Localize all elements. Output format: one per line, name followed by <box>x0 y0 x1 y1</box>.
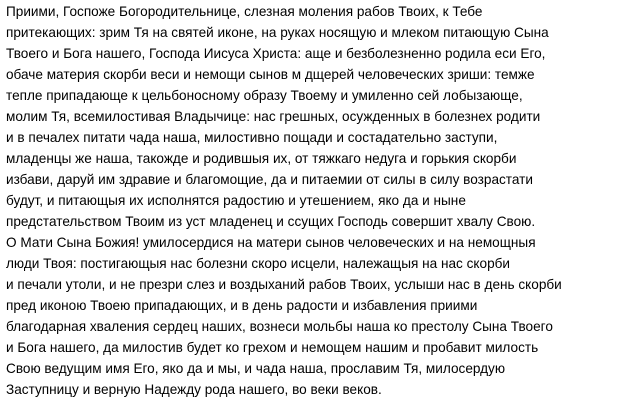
text-line: избави, даруй им здравие и благомощие, да и питаемии от силы в силу возрастати <box>6 172 533 187</box>
text-line: младенцы же наша, такожде и родившыя их, от тяжкаго недуга и горькия скорби <box>6 151 517 166</box>
text-line: и Бога нашего, да милостив будет ко грехом и немощем нашим и пробавит милость <box>6 340 539 355</box>
text-line: Приими, Госпоже Богородительнице, слезная моления рабов Твоих, к Тебе <box>6 4 483 19</box>
text-line: обаче материя скорби веси и немощи сынов м дщерей человеческих зриши: темже <box>6 67 535 82</box>
text-line: Свою ведущим имя Его, яко да и мы, и чада наша, прославим Тя, милосердую <box>6 361 506 376</box>
text-line: молим Тя, всемилостивая Владычице: нас грешных, осужденных в болезнех родити <box>6 109 541 124</box>
text-line: и в печалех питати чада наша, милостивно пощади и состадательно заступи, <box>6 130 498 145</box>
text-line: О Мати Сына Божия! умилосердися на матери сынов человеческих и на немощныя <box>6 235 536 250</box>
text-line: Твоего и Бога нашего, Господа Иисуса Христа: аще и безболезненно родила еси Его, <box>6 46 546 61</box>
text-line: и печали утоли, и не презри слез и воздыханий рабов Твоих, услыши нас в день скорби <box>6 277 562 292</box>
text-line: будут, и питающыя их исполнятся радостию и утешением, яко да и ныне <box>6 193 466 208</box>
text-line: притекающих: зрим Тя на святей иконе, на руках носящую и млеком питающую Сына <box>6 25 549 40</box>
text-line: предстательством Твоим из уст младенец и ссущих Господь совершит хвалу Свою. <box>6 214 536 229</box>
text-line: люди Твоя: постигающыя нас болезни скоро исцели, належащыя на нас скорби <box>6 256 511 271</box>
text-line: тепле припадающе к цельбоносному образу Твоему и умиленно сей лобызающе, <box>6 88 523 103</box>
text-line: Заступницу и верную Надежду рода нашего, во веки веков. <box>6 382 382 397</box>
text-line: благодарная хваления сердец наших, вознеси мольбы наша ко престолу Сына Твоего <box>6 319 553 334</box>
text-line: пред иконою Твоею припадающих, и в день радости и избавления приими <box>6 298 478 313</box>
